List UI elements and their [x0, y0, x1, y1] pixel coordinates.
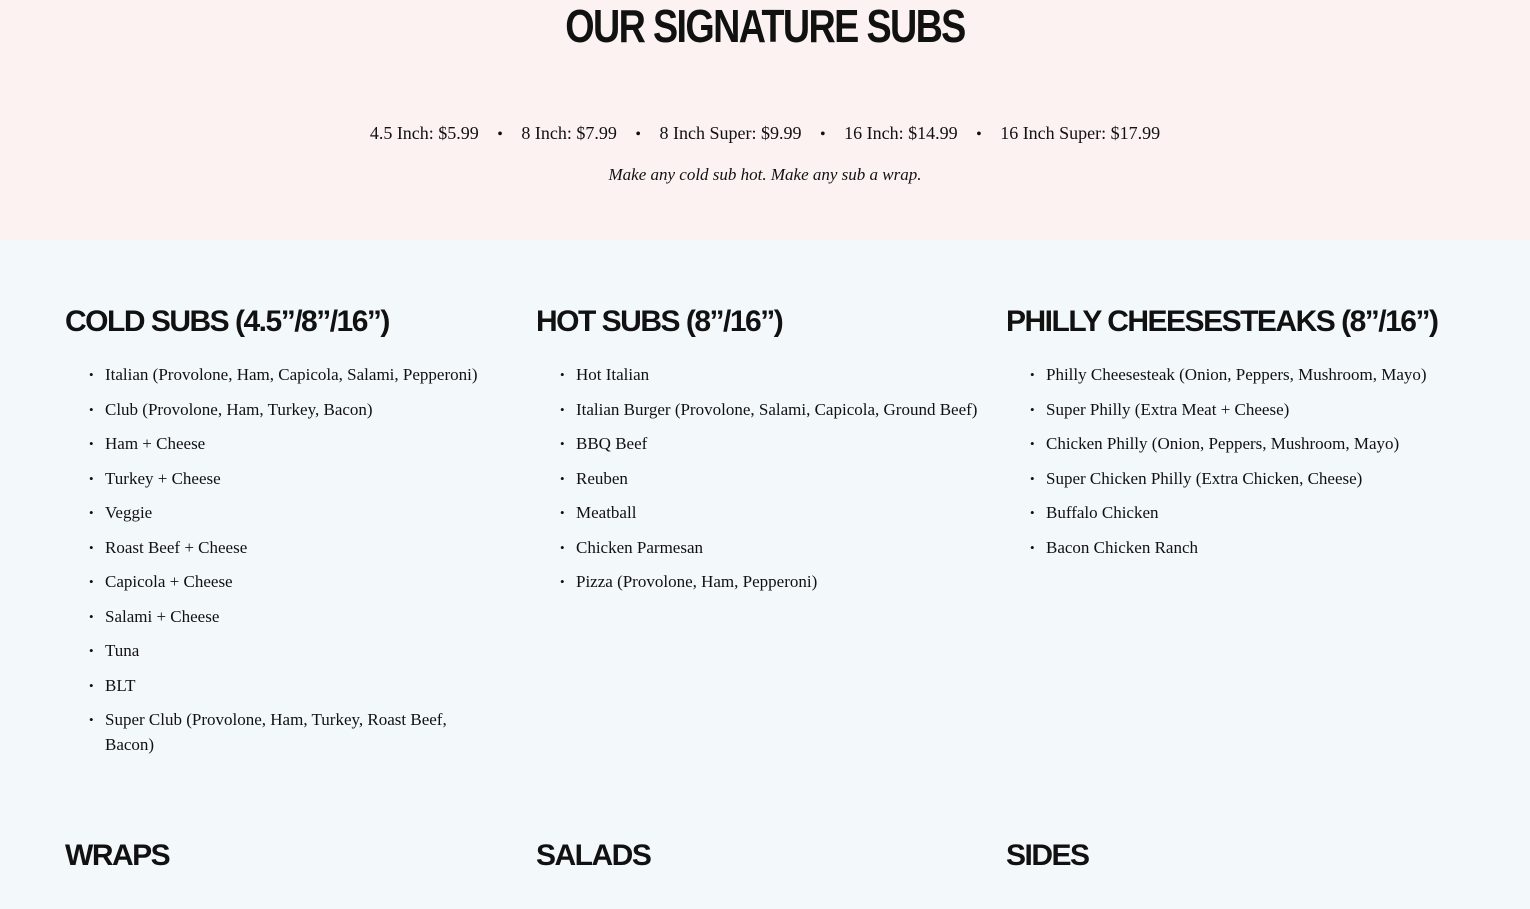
- price-8-inch-super: 8 Inch Super: $9.99: [659, 123, 802, 143]
- list-item: • BLT: [89, 673, 479, 698]
- tagline: Make any cold sub hot. Make any sub a wrap.: [608, 165, 922, 184]
- list-item: • Tuna: [89, 638, 479, 663]
- price-separator: •: [819, 126, 826, 143]
- page-title: OUR SIGNATURE SUBS: [565, 0, 965, 52]
- wraps-section: [65, 836, 485, 876]
- hot-subs-heading: HOT SUBS (8”/16”): [536, 305, 783, 338]
- list-item: • BBQ Beef: [560, 431, 1000, 456]
- list-item: • Roast Beef + Cheese: [89, 535, 479, 560]
- hot-subs-list: [560, 362, 1000, 604]
- list-item: • Reuben: [560, 466, 1000, 491]
- philly-cheesesteaks-list: [1030, 362, 1470, 569]
- list-item: • Club (Provolone, Ham, Turkey, Bacon): [89, 397, 479, 422]
- salads-heading: SALADS: [536, 839, 651, 872]
- list-item: • Veggie: [89, 500, 479, 525]
- philly-cheesesteaks-section: [1006, 302, 1438, 557]
- cold-subs-section: [65, 302, 485, 754]
- list-item: • Italian Burger (Provolone, Salami, Capicola, Ground Beef): [560, 397, 1000, 422]
- price-4-5-inch: 4.5 Inch: $5.99: [369, 123, 479, 143]
- menu-sections: [0, 240, 1530, 909]
- list-item: • Super Club (Provolone, Ham, Turkey, Roast Beef, Bacon): [89, 707, 479, 757]
- size-price-list: [0, 119, 1530, 149]
- list-item: • Super Philly (Extra Meat + Cheese): [1030, 397, 1470, 422]
- list-item: • Bacon Chicken Ranch: [1030, 535, 1470, 560]
- list-item: • Chicken Parmesan: [560, 535, 1000, 560]
- list-item: • Chicken Philly (Onion, Peppers, Mushroom, Mayo): [1030, 431, 1470, 456]
- list-item: • Pizza (Provolone, Ham, Pepperoni): [560, 569, 1000, 594]
- list-item: • Buffalo Chicken: [1030, 500, 1470, 525]
- cold-subs-heading: COLD SUBS (4.5”/8”/16”): [65, 305, 389, 338]
- price-separator: •: [497, 126, 503, 143]
- list-item: • Turkey + Cheese: [89, 466, 479, 491]
- sides-heading: SIDES: [1006, 839, 1089, 872]
- list-item: • Ham + Cheese: [89, 431, 479, 456]
- price-16-inch: 16 Inch: $14.99: [844, 123, 958, 143]
- wraps-heading: WRAPS: [65, 839, 170, 872]
- price-16-inch-super: 16 Inch Super: $17.99: [1000, 123, 1161, 143]
- list-item: • Capicola + Cheese: [89, 569, 479, 594]
- list-item: • Italian (Provolone, Ham, Capicola, Salami, Pepperoni): [89, 362, 479, 387]
- hot-subs-section: [536, 302, 978, 591]
- price-separator: •: [976, 126, 982, 143]
- sides-section: [1006, 836, 1426, 876]
- philly-cheesesteaks-heading: PHILLY CHEESESTEAKS (8”/16”): [1006, 305, 1438, 338]
- signature-subs-header: [0, 0, 1530, 240]
- list-item: • Philly Cheesesteak (Onion, Peppers, Mushroom, Mayo): [1030, 362, 1470, 387]
- salads-section: [536, 836, 956, 876]
- list-item: • Super Chicken Philly (Extra Chicken, Cheese): [1030, 466, 1470, 491]
- price-8-inch: 8 Inch: $7.99: [521, 123, 617, 143]
- list-item: • Salami + Cheese: [89, 604, 479, 629]
- list-item: • Hot Italian: [560, 362, 1000, 387]
- list-item: • Meatball: [560, 500, 1000, 525]
- price-separator: •: [635, 126, 641, 143]
- cold-subs-list: [89, 362, 479, 767]
